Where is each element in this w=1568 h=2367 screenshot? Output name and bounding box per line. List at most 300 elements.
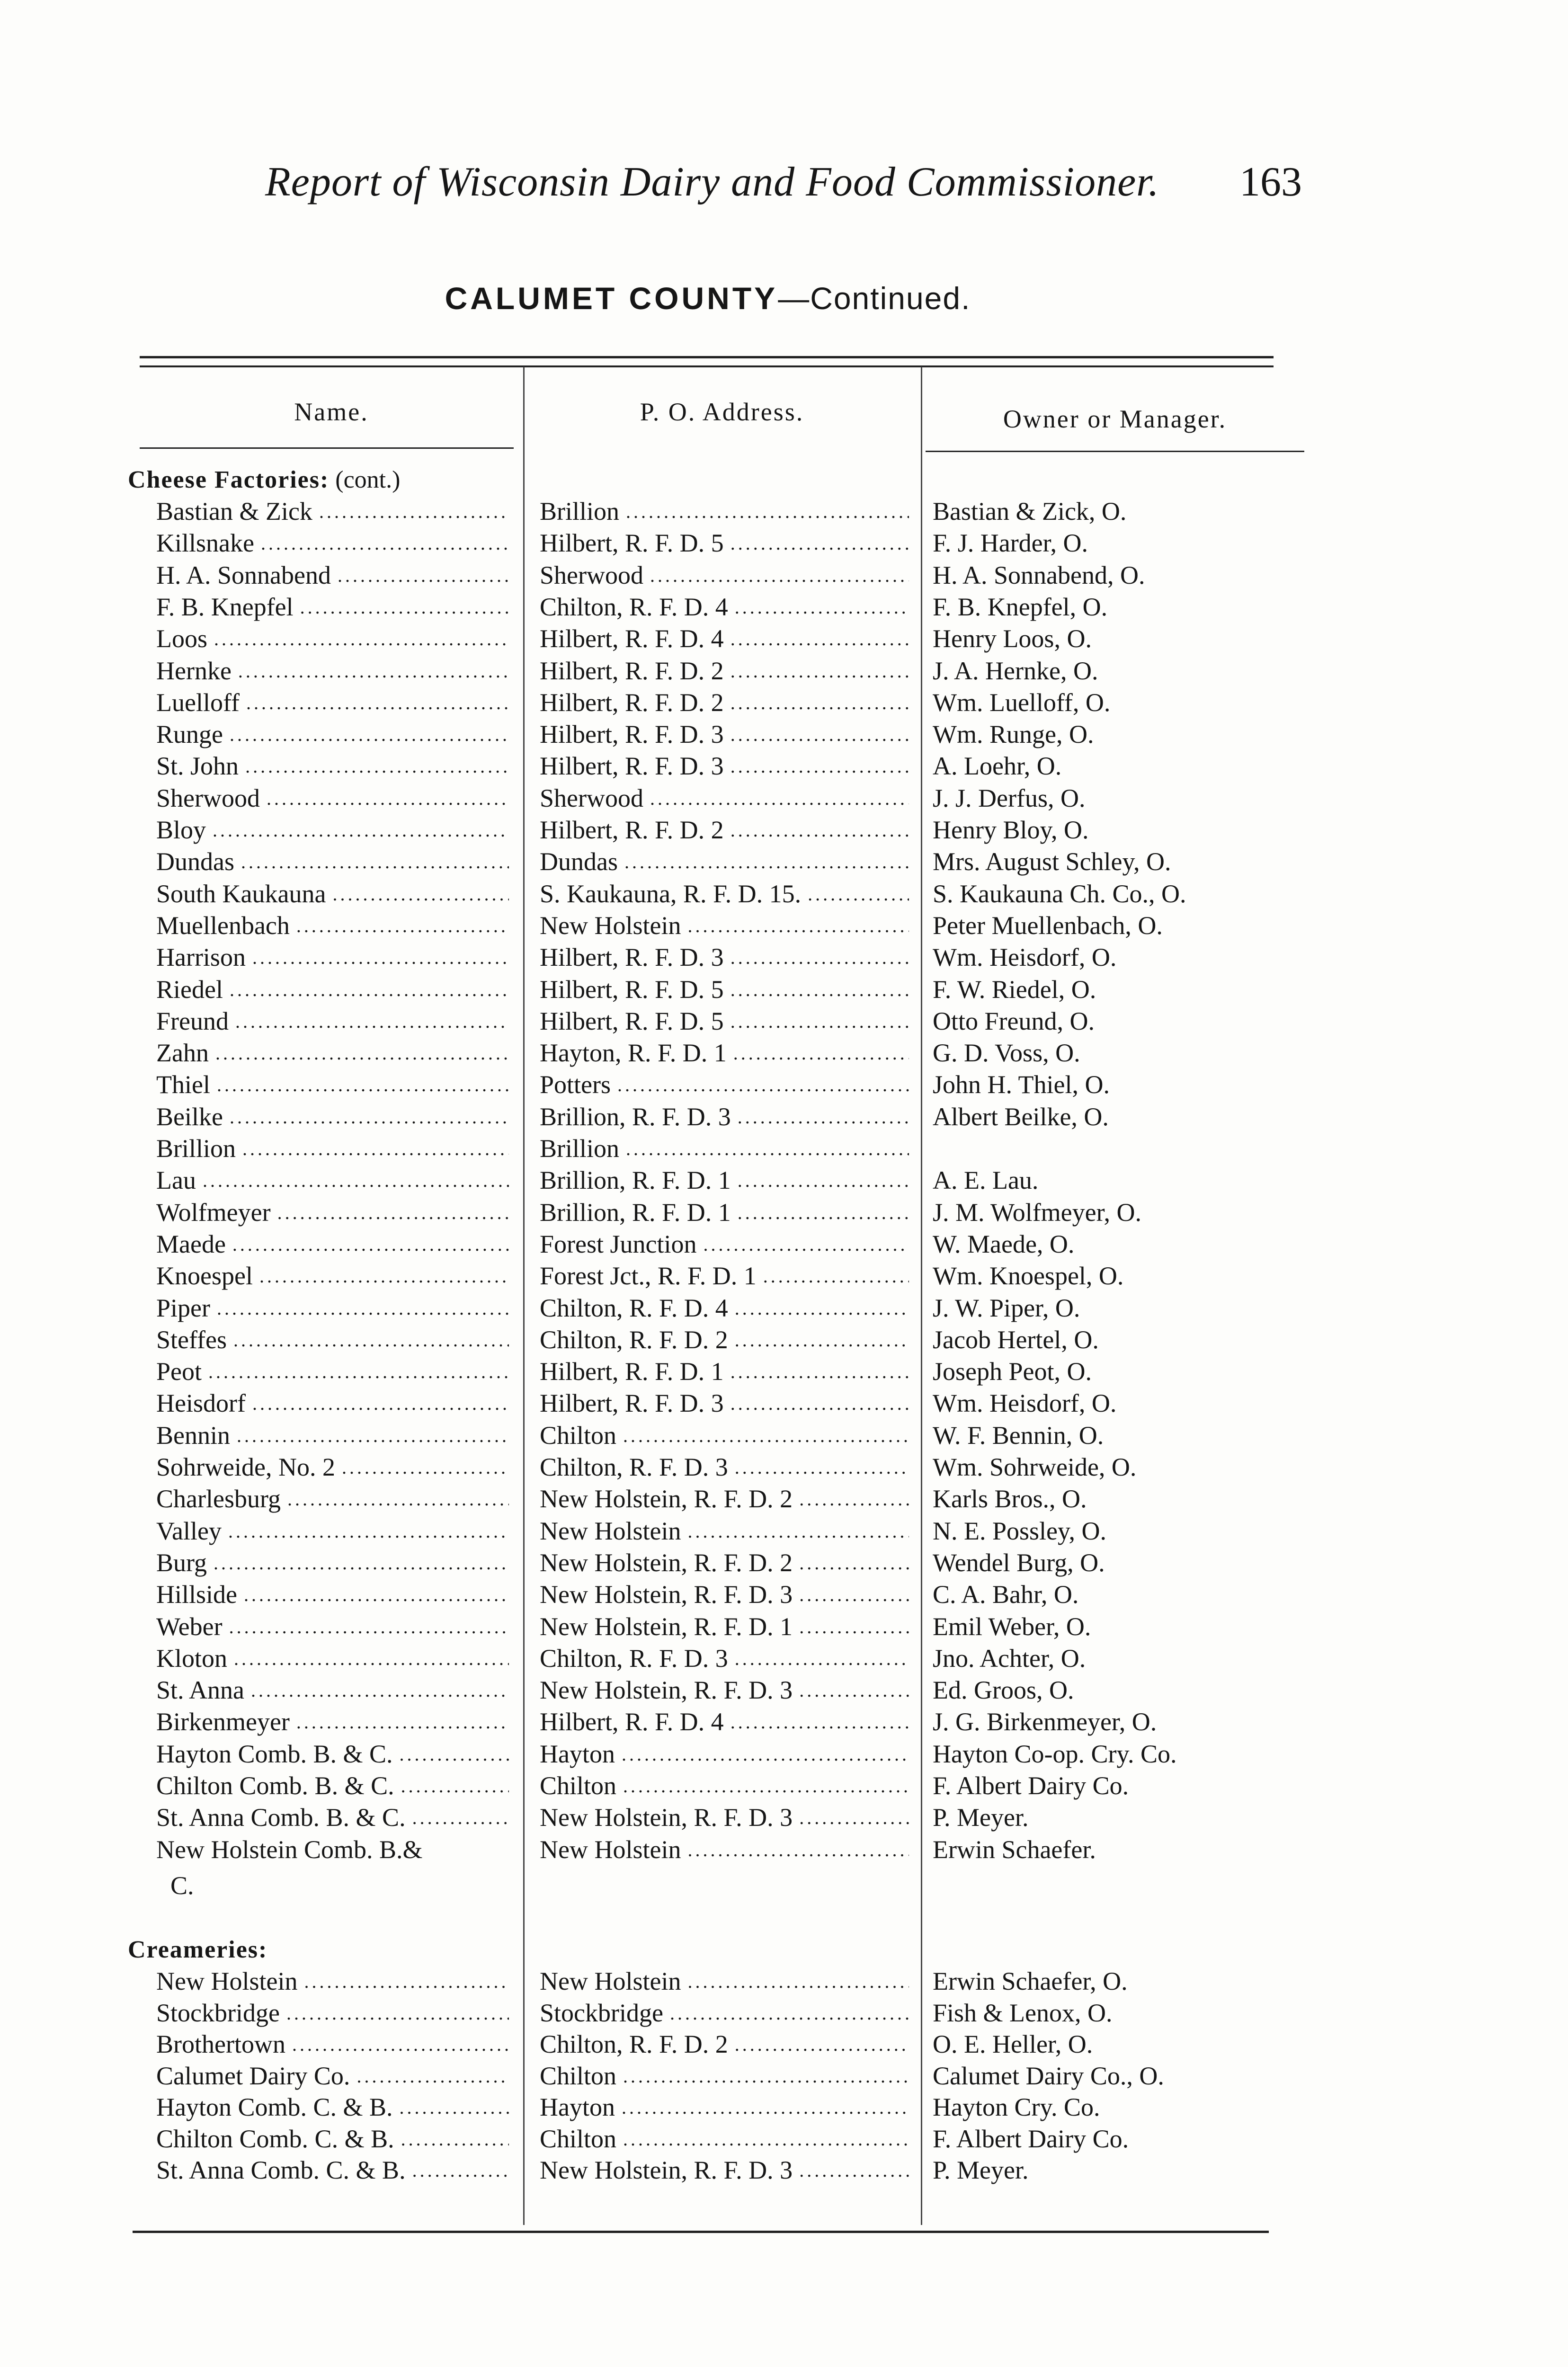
owner-cell-text: Henry Bloy, O. xyxy=(933,816,1089,844)
owner-cell xyxy=(933,910,1349,942)
address-cell-text: Forest Junction xyxy=(540,1229,697,1258)
owner-cell-text: Henry Loos, O. xyxy=(933,624,1092,653)
dot-leader xyxy=(214,623,509,655)
table-row xyxy=(0,1165,1568,1196)
name-cell xyxy=(156,1165,509,1196)
column-header-address: P. O. Address. xyxy=(640,398,804,426)
dot-leader xyxy=(246,687,509,719)
address-cell-text: Chilton xyxy=(540,2124,617,2153)
owner-cell xyxy=(933,591,1349,623)
owner-cell-text: Joseph Peot, O. xyxy=(933,1357,1092,1386)
dot-leader xyxy=(356,2060,509,2092)
group-label-text: Cheese Factories: xyxy=(128,466,330,493)
name-cell xyxy=(156,1770,509,1802)
name-cell-text: Runge xyxy=(156,720,223,749)
table-row xyxy=(0,2154,1568,2186)
address-cell-text: Chilton, R. F. D. 4 xyxy=(540,592,728,621)
name-cell-text: Muellenbach xyxy=(156,911,290,940)
column-header-owner: Owner or Manager. xyxy=(1003,405,1227,433)
owner-cell-text: Wm. Runge, O. xyxy=(933,720,1094,749)
running-head-title: Report of Wisconsin Dairy and Food Commissioner. xyxy=(265,159,1159,205)
dot-leader xyxy=(400,2091,509,2123)
owner-cell xyxy=(933,846,1349,878)
address-cell xyxy=(540,1356,909,1388)
name-cell xyxy=(156,1101,509,1133)
table-row xyxy=(0,1324,1568,1356)
dot-leader xyxy=(259,1260,509,1292)
owner-cell xyxy=(933,1356,1349,1388)
dot-leader xyxy=(626,1133,909,1165)
table-row xyxy=(0,750,1568,782)
name-cell xyxy=(156,1006,509,1037)
address-cell-text: Hilbert, R. F. D. 3 xyxy=(540,752,724,781)
dot-leader xyxy=(338,560,509,591)
section-title-county: CALUMET COUNTY xyxy=(445,281,778,316)
address-cell-text: Hilbert, R. F. D. 5 xyxy=(540,1006,724,1035)
name-cell xyxy=(156,1547,509,1579)
name-cell-text: Hillside xyxy=(156,1580,237,1609)
name-cell xyxy=(156,1197,509,1228)
dot-leader xyxy=(738,1165,909,1196)
name-cell xyxy=(156,974,509,1006)
address-cell xyxy=(540,1643,909,1674)
owner-cell xyxy=(933,1292,1349,1324)
owner-cell-text: Mrs. August Schley, O. xyxy=(933,847,1171,876)
address-cell-text: New Holstein xyxy=(540,1835,681,1864)
name-cell-text: F. B. Knepfel xyxy=(156,592,294,621)
dot-leader xyxy=(670,1997,909,2029)
table-row xyxy=(0,1997,1568,2029)
bottom-rule xyxy=(133,2231,1269,2233)
owner-cell-text: Wm. Knoespel, O. xyxy=(933,1262,1124,1290)
address-cell xyxy=(540,878,909,910)
address-cell xyxy=(540,2123,909,2155)
address-cell-text: Hayton xyxy=(540,1739,615,1768)
address-cell-text: Brillion xyxy=(540,1134,620,1163)
owner-cell xyxy=(933,974,1349,1006)
owner-cell xyxy=(933,1802,1349,1833)
dot-leader xyxy=(731,750,909,782)
dot-leader xyxy=(304,1966,509,1997)
name-cell xyxy=(156,1611,509,1643)
table-row xyxy=(0,783,1568,814)
address-cell xyxy=(540,1706,909,1738)
name-cell xyxy=(156,591,509,623)
address-cell-text: Hayton xyxy=(540,2093,615,2121)
name-cell-text: St. Anna Comb. C. & B. xyxy=(156,2156,406,2184)
name-cell xyxy=(156,1292,509,1324)
dot-leader xyxy=(735,591,909,623)
dot-leader xyxy=(623,2060,909,2092)
name-cell-text: Charlesburg xyxy=(156,1485,281,1513)
dot-leader xyxy=(799,1802,909,1833)
name-cell-text: New Holstein xyxy=(156,1967,298,1995)
address-cell xyxy=(540,1802,909,1833)
name-cell xyxy=(156,750,509,782)
dot-leader xyxy=(735,1643,909,1674)
owner-cell-text: Albert Beilke, O. xyxy=(933,1102,1109,1131)
owner-cell xyxy=(933,2091,1349,2123)
owner-cell-text: W. Maede, O. xyxy=(933,1229,1075,1258)
address-cell-text: Stockbridge xyxy=(540,1998,663,2027)
dot-leader xyxy=(292,2029,509,2060)
address-cell-text: Forest Jct., R. F. D. 1 xyxy=(540,1262,757,1290)
name-cell-text: Chilton Comb. C. & B. xyxy=(156,2124,394,2153)
top-rule-2 xyxy=(140,365,1274,367)
owner-cell-text: Karls Bros., O. xyxy=(933,1485,1087,1513)
dot-leader xyxy=(401,2123,509,2155)
owner-cell-text: J. M. Wolfmeyer, O. xyxy=(933,1198,1141,1227)
name-cell-text: Stockbridge xyxy=(156,1998,280,2027)
table-row xyxy=(0,496,1568,527)
dot-leader xyxy=(799,1483,909,1515)
owner-cell xyxy=(933,1515,1349,1547)
address-cell xyxy=(540,1260,909,1292)
dot-leader xyxy=(229,1611,509,1643)
name-cell xyxy=(156,814,509,846)
name-cell-text: Luelloff xyxy=(156,688,240,717)
address-cell xyxy=(540,591,909,623)
dot-leader xyxy=(261,527,509,559)
dot-leader xyxy=(296,1706,509,1738)
owner-cell-text: Wm. Luelloff, O. xyxy=(933,688,1111,717)
address-cell-text: New Holstein xyxy=(540,911,681,940)
name-cell xyxy=(156,878,509,910)
address-cell-text: Hilbert, R. F. D. 3 xyxy=(540,720,724,749)
dot-leader xyxy=(214,1547,509,1579)
name-cell-text: Brothertown xyxy=(156,2030,285,2058)
table-row xyxy=(0,1738,1568,1770)
group-label-suffix: (cont.) xyxy=(329,466,401,493)
dot-leader xyxy=(242,1133,509,1165)
dot-leader xyxy=(203,1165,509,1196)
address-cell xyxy=(540,1483,909,1515)
name-cell xyxy=(156,1260,509,1292)
name-cell xyxy=(156,1706,509,1738)
name-cell xyxy=(156,1643,509,1674)
table-row xyxy=(0,1483,1568,1515)
dot-leader xyxy=(213,814,509,846)
owner-cell xyxy=(933,814,1349,846)
table-row xyxy=(0,1706,1568,1738)
dot-leader xyxy=(277,1197,509,1228)
dot-leader xyxy=(731,1388,909,1419)
owner-cell xyxy=(933,2060,1349,2092)
dot-leader xyxy=(731,974,909,1006)
dot-leader xyxy=(687,910,909,942)
owner-cell-text: F. J. Harder, O. xyxy=(933,529,1088,558)
name-cell-text: Valley xyxy=(156,1516,222,1545)
dot-leader xyxy=(763,1260,909,1292)
table-row xyxy=(0,655,1568,687)
name-cell-text: Heisdorf xyxy=(156,1389,246,1418)
owner-cell-text: F. W. Riedel, O. xyxy=(933,975,1096,1004)
dot-leader xyxy=(733,1037,909,1069)
address-cell xyxy=(540,2029,909,2060)
name-cell xyxy=(156,496,509,527)
dot-leader xyxy=(217,1292,509,1324)
address-cell-text: New Holstein, R. F. D. 3 xyxy=(540,1676,793,1705)
address-cell xyxy=(540,1834,909,1866)
owner-cell-text: N. E. Possley, O. xyxy=(933,1516,1107,1545)
table-row xyxy=(0,1197,1568,1228)
table-row xyxy=(0,1802,1568,1833)
owner-cell-text: Emil Weber, O. xyxy=(933,1612,1091,1641)
name-continuation: C. xyxy=(170,1871,194,1900)
dot-leader xyxy=(342,1451,509,1483)
owner-cell xyxy=(933,1483,1349,1515)
table-row xyxy=(0,1069,1568,1101)
address-cell xyxy=(540,846,909,878)
name-cell-text: Peot xyxy=(156,1357,202,1386)
name-cell-text: Freund xyxy=(156,1006,229,1035)
dot-leader xyxy=(296,910,509,942)
address-cell xyxy=(540,1451,909,1483)
name-cell xyxy=(156,846,509,878)
name-cell-text: Beilke xyxy=(156,1102,223,1131)
name-cell-text: Thiel xyxy=(156,1070,210,1099)
dot-leader xyxy=(300,591,509,623)
dot-leader xyxy=(251,1674,509,1706)
dot-leader xyxy=(731,655,909,687)
table-row xyxy=(0,1101,1568,1133)
owner-cell-text: Wm. Heisdorf, O. xyxy=(933,1389,1117,1418)
table-row xyxy=(0,1611,1568,1643)
address-cell-text: Hilbert, R. F. D. 3 xyxy=(540,1389,724,1418)
address-cell-text: Hilbert, R. F. D. 2 xyxy=(540,656,724,685)
table-row xyxy=(0,1674,1568,1706)
dot-leader xyxy=(241,846,509,878)
section-title-continued: —Continued. xyxy=(778,281,971,316)
owner-cell-text: F. B. Knepfel, O. xyxy=(933,592,1108,621)
name-cell xyxy=(156,1483,509,1515)
owner-cell xyxy=(933,1197,1349,1228)
dot-leader xyxy=(626,496,909,527)
address-cell-text: New Holstein, R. F. D. 2 xyxy=(540,1548,793,1577)
owner-cell-text: Fish & Lenox, O. xyxy=(933,1998,1113,2027)
name-cell xyxy=(156,2091,509,2123)
owner-cell-text: S. Kaukauna Ch. Co., O. xyxy=(933,879,1186,908)
dot-leader xyxy=(735,1451,909,1483)
dot-leader xyxy=(234,1643,509,1674)
table-row xyxy=(0,974,1568,1006)
owner-cell xyxy=(933,655,1349,687)
name-cell-text: Zahn xyxy=(156,1039,209,1068)
name-cell-text: Hayton Comb. C. & B. xyxy=(156,2093,393,2121)
dot-leader xyxy=(731,1356,909,1388)
address-cell xyxy=(540,750,909,782)
dot-leader xyxy=(287,1483,509,1515)
dot-leader xyxy=(799,1579,909,1611)
owner-cell xyxy=(933,1770,1349,1802)
owner-cell xyxy=(933,783,1349,814)
address-cell-text: New Holstein, R. F. D. 3 xyxy=(540,1580,793,1609)
table-row xyxy=(0,2029,1568,2060)
owner-cell xyxy=(933,1260,1349,1292)
dot-leader xyxy=(244,1579,509,1611)
address-cell-text: Chilton xyxy=(540,1771,617,1800)
address-cell xyxy=(540,1579,909,1611)
owner-cell-text: P. Meyer. xyxy=(933,1803,1029,1832)
name-cell xyxy=(156,1966,509,1997)
address-cell-text: Chilton, R. F. D. 3 xyxy=(540,1644,728,1673)
table-row xyxy=(0,878,1568,910)
owner-cell-text: Wm. Heisdorf, O. xyxy=(933,943,1117,972)
address-cell xyxy=(540,1966,909,1997)
header-rule-owner xyxy=(926,451,1304,452)
address-cell xyxy=(540,1228,909,1260)
dot-leader xyxy=(731,687,909,719)
name-cell-text: Maede xyxy=(156,1229,226,1258)
dot-leader xyxy=(731,719,909,750)
name-cell xyxy=(156,1133,509,1165)
address-cell-text: Hilbert, R. F. D. 5 xyxy=(540,975,724,1004)
dot-leader xyxy=(235,1006,509,1037)
address-cell-text: New Holstein, R. F. D. 2 xyxy=(540,1485,793,1513)
name-cell xyxy=(156,2123,509,2155)
address-cell-text: Chilton, R. F. D. 2 xyxy=(540,1325,728,1354)
address-cell xyxy=(540,1101,909,1133)
address-cell xyxy=(540,1069,909,1101)
address-cell xyxy=(540,974,909,1006)
dot-leader xyxy=(799,1547,909,1579)
name-cell-text: Bastian & Zick xyxy=(156,497,312,525)
table-row xyxy=(0,1451,1568,1483)
address-cell-text: Chilton, R. F. D. 3 xyxy=(540,1453,728,1481)
name-cell xyxy=(156,1324,509,1356)
address-cell xyxy=(540,687,909,719)
owner-cell-text: Bastian & Zick, O. xyxy=(933,497,1127,525)
name-cell xyxy=(156,2029,509,2060)
dot-leader xyxy=(623,1420,909,1451)
name-cell xyxy=(156,1674,509,1706)
dot-leader xyxy=(252,942,509,973)
name-cell xyxy=(156,1515,509,1547)
dot-leader xyxy=(735,1292,909,1324)
dot-leader xyxy=(624,846,909,878)
dot-leader xyxy=(215,1037,509,1069)
owner-cell xyxy=(933,1388,1349,1419)
dot-leader xyxy=(687,1515,909,1547)
name-cell xyxy=(156,910,509,942)
address-cell-text: Hilbert, R. F. D. 4 xyxy=(540,1708,724,1736)
dot-leader xyxy=(738,1197,909,1228)
address-cell-text: Hilbert, R. F. D. 3 xyxy=(540,943,724,972)
name-cell-text: St. Anna Comb. B. & C. xyxy=(156,1803,406,1832)
dot-leader xyxy=(738,1101,909,1133)
address-cell xyxy=(540,1547,909,1579)
owner-cell-text: F. Albert Dairy Co. xyxy=(933,1771,1129,1800)
name-cell-text: St. John xyxy=(156,752,239,781)
dot-leader xyxy=(650,560,909,591)
dot-leader xyxy=(731,1706,909,1738)
owner-cell xyxy=(933,1228,1349,1260)
address-cell-text: Sherwood xyxy=(540,783,643,812)
address-cell-text: Hilbert, R. F. D. 5 xyxy=(540,529,724,558)
owner-cell-text: J. J. Derfus, O. xyxy=(933,783,1086,812)
name-cell-text: Sohrweide, No. 2 xyxy=(156,1453,335,1481)
dot-leader xyxy=(731,942,909,973)
address-cell-text: Brillion, R. F. D. 1 xyxy=(540,1198,731,1227)
owner-cell-text: Erwin Schaefer, O. xyxy=(933,1967,1128,1995)
address-cell-text: Chilton, R. F. D. 4 xyxy=(540,1293,728,1322)
top-rule-1 xyxy=(140,356,1274,358)
owner-cell xyxy=(933,878,1349,910)
owner-cell-text: J. A. Hernke, O. xyxy=(933,656,1098,685)
dot-leader xyxy=(808,878,909,910)
owner-cell xyxy=(933,1547,1349,1579)
dot-leader xyxy=(799,1611,909,1643)
address-cell xyxy=(540,1997,909,2029)
name-cell xyxy=(156,942,509,973)
address-cell xyxy=(540,1006,909,1037)
table-row xyxy=(0,1388,1568,1419)
column-header-name: Name. xyxy=(294,398,369,426)
name-cell xyxy=(156,2060,509,2092)
table-row xyxy=(0,1228,1568,1260)
name-cell xyxy=(156,655,509,687)
table-row xyxy=(0,1037,1568,1069)
name-cell-text: H. A. Sonnabend xyxy=(156,561,331,589)
name-cell-text: Hernke xyxy=(156,656,232,685)
owner-cell xyxy=(933,623,1349,655)
owner-cell-text: J. W. Piper, O. xyxy=(933,1293,1080,1322)
owner-cell xyxy=(933,1324,1349,1356)
owner-cell xyxy=(933,750,1349,782)
dot-leader xyxy=(731,623,909,655)
owner-cell xyxy=(933,1101,1349,1133)
name-cell-text: Bloy xyxy=(156,816,206,844)
address-cell xyxy=(540,814,909,846)
address-cell-text: Hilbert, R. F. D. 1 xyxy=(540,1357,724,1386)
name-cell xyxy=(156,1738,509,1770)
address-cell-text: Dundas xyxy=(540,847,618,876)
dot-leader xyxy=(617,1069,909,1101)
table-row xyxy=(0,623,1568,655)
dot-leader xyxy=(412,2154,509,2186)
name-cell xyxy=(156,1069,509,1101)
owner-cell xyxy=(933,1706,1349,1738)
dot-leader xyxy=(237,1420,509,1451)
address-cell-text: New Holstein, R. F. D. 3 xyxy=(540,2156,793,2184)
name-cell xyxy=(156,1356,509,1388)
owner-cell-text: Jno. Achter, O. xyxy=(933,1644,1086,1673)
dot-leader xyxy=(286,1997,509,2029)
owner-cell xyxy=(933,1997,1349,2029)
table-row xyxy=(0,1579,1568,1611)
address-cell-text: Brillion, R. F. D. 3 xyxy=(540,1102,731,1131)
address-cell-text: Brillion, R. F. D. 1 xyxy=(540,1166,731,1195)
owner-cell-text: Jacob Hertel, O. xyxy=(933,1325,1099,1354)
dot-leader xyxy=(735,1324,909,1356)
owner-cell xyxy=(933,1165,1349,1196)
owner-cell xyxy=(933,1420,1349,1451)
address-cell-text: New Holstein xyxy=(540,1967,681,1995)
address-cell xyxy=(540,496,909,527)
dot-leader xyxy=(623,1770,909,1802)
table-row xyxy=(0,910,1568,942)
name-cell-text: Steffes xyxy=(156,1325,227,1354)
dot-leader xyxy=(731,814,909,846)
address-cell xyxy=(540,1611,909,1643)
name-cell-text: South Kaukauna xyxy=(156,879,326,908)
table-row xyxy=(0,1356,1568,1388)
name-cell-text: Knoespel xyxy=(156,1262,253,1290)
dot-leader xyxy=(799,1674,909,1706)
table-row xyxy=(0,1006,1568,1037)
address-cell xyxy=(540,910,909,942)
owner-cell-text: G. D. Voss, O. xyxy=(933,1039,1080,1068)
